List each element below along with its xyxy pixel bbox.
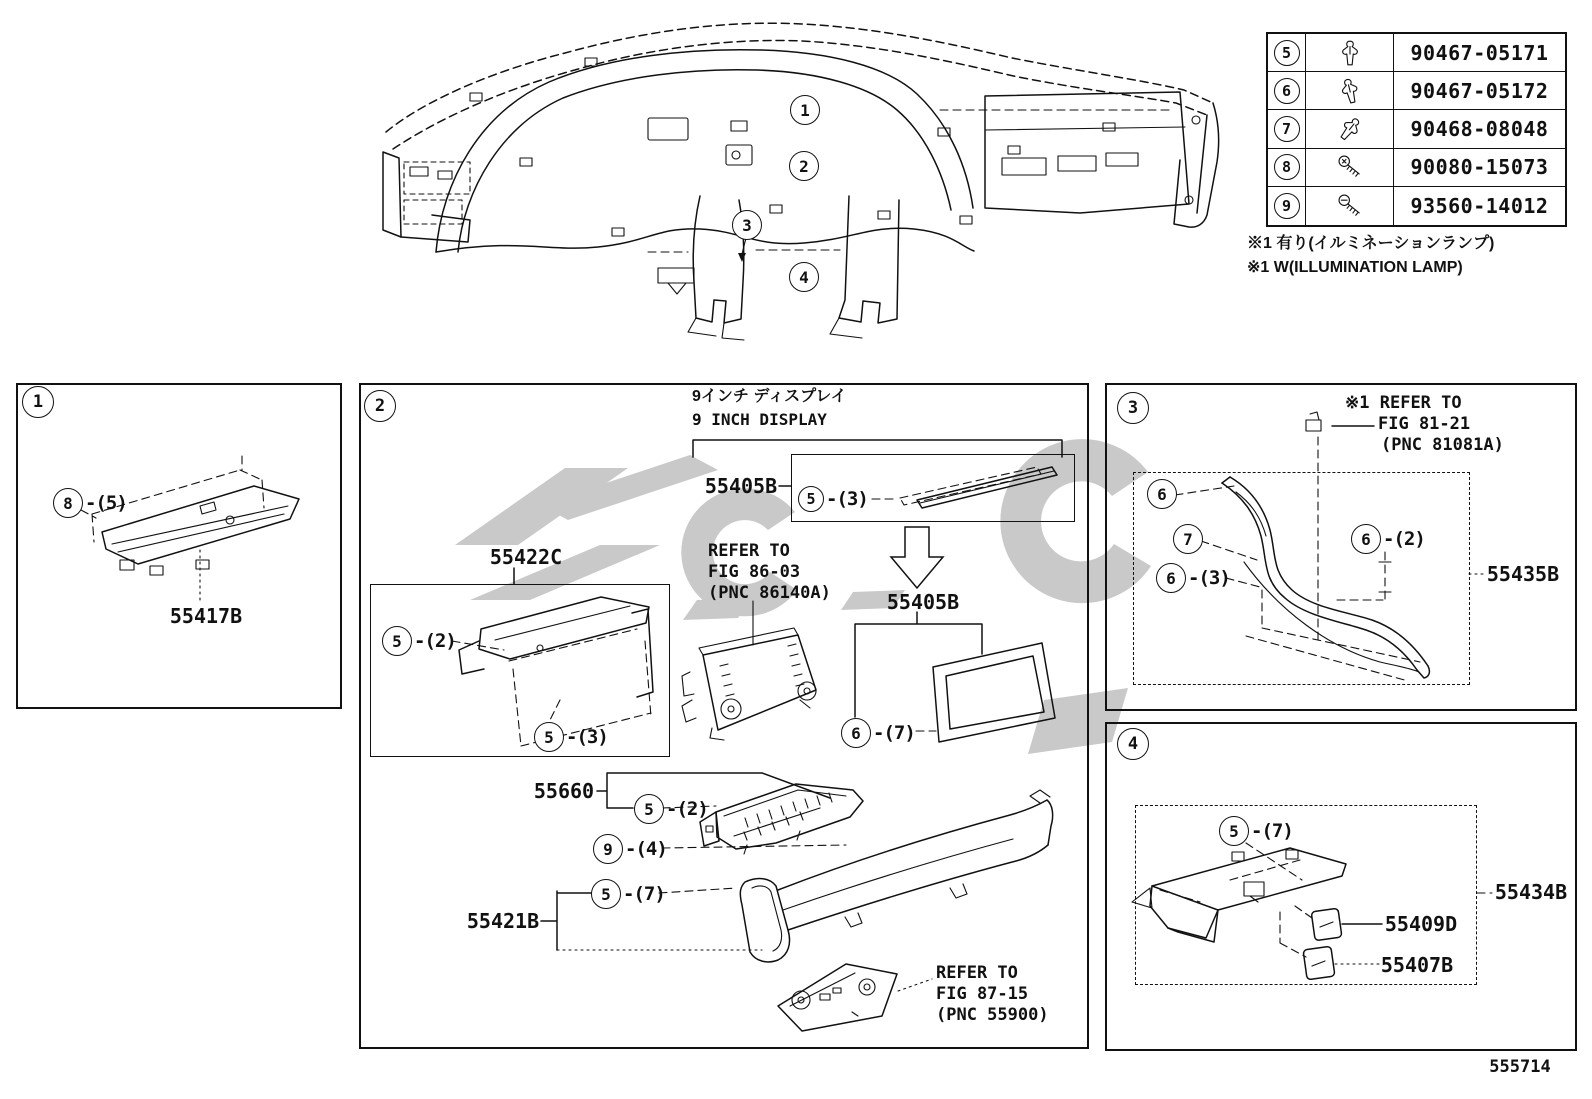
main-callout-3 [732, 210, 762, 240]
fastener-table [1266, 32, 1567, 227]
callout-circle: 6 [1147, 479, 1177, 509]
callout-circle: 9 [593, 834, 623, 864]
ref-fig-87-15 [936, 963, 1049, 1026]
callout-circle: 5 [591, 879, 621, 909]
callout-circle: 5 [382, 626, 412, 656]
ref-fig-81-21 [1345, 393, 1504, 456]
ref-line: REFER TO [708, 541, 790, 561]
part-label-55435b: 55435B [1486, 562, 1560, 586]
ref-line: REFER TO [936, 963, 1018, 983]
callout-circle: 3 [1117, 392, 1149, 424]
callout-qty: -(3) [826, 488, 868, 510]
callout-8-qty5 [53, 488, 127, 518]
section1-number [22, 386, 54, 418]
part-label-55421b: 55421B [466, 909, 540, 933]
trim-clip-icon [1306, 110, 1394, 148]
callout-5-qty3-glove [534, 722, 608, 752]
callout-circle: 4 [789, 262, 819, 292]
ref-note-mark: ※1 [1345, 393, 1370, 413]
callout-5-qty7-panel [591, 879, 665, 909]
callout-circle: 7 [1173, 524, 1203, 554]
ref-line: (PNC 81081A) [1381, 435, 1504, 455]
callout-8: 8 [1274, 154, 1300, 180]
part-number-cell: 90080-15073 [1394, 149, 1565, 187]
callout-circle: 2 [789, 151, 819, 181]
callout-qty: -(5) [85, 492, 127, 514]
part-number-cell: 90468-08048 [1394, 110, 1565, 148]
part-label-55660: 55660 [533, 779, 595, 803]
callout-9-qty4 [593, 834, 667, 864]
callout-qty: -(7) [623, 883, 665, 905]
callout-qty: -(7) [1251, 820, 1293, 842]
callout-circle: 1 [22, 386, 54, 418]
part-label-55407b: 55407B [1380, 953, 1454, 977]
callout-circle: 6 [841, 718, 871, 748]
section3-number [1117, 392, 1149, 424]
part-number-cell: 90467-05171 [1394, 34, 1565, 72]
table-callout-cell [1268, 34, 1306, 72]
callout-circle: 6 [1156, 563, 1186, 593]
section4-number [1117, 728, 1149, 760]
display-title-jp: 9インチ ディスプレイ [692, 388, 847, 405]
callout-qty: -(3) [1188, 567, 1230, 589]
instrument-panel-drawing [383, 23, 1219, 340]
callout-5-qty3-trim [798, 486, 868, 512]
section1-box [16, 383, 342, 709]
callout-qty: -(2) [414, 630, 456, 652]
callout-5-qty7-duct [1219, 816, 1293, 846]
part-number-cell: 90467-05172 [1394, 72, 1565, 110]
callout-qty: -(7) [873, 722, 915, 744]
part-label-55422c: 55422C [489, 545, 563, 569]
callout-6-qty7 [841, 718, 915, 748]
main-callout-4 [789, 262, 819, 292]
callout-circle: 4 [1117, 728, 1149, 760]
display-title-en: 9 INCH DISPLAY [692, 410, 827, 429]
ref-line: FIG 81-21 [1378, 414, 1471, 434]
table-callout-cell [1268, 72, 1306, 110]
table-callout-cell [1268, 187, 1306, 225]
callout-6-qty3 [1156, 563, 1230, 593]
callout-circle: 5 [798, 486, 824, 512]
callout-circle: 1 [790, 95, 820, 125]
callout-9: 9 [1274, 193, 1300, 219]
ref-text: REFER TO [1379, 393, 1462, 413]
callout-7: 7 [1274, 116, 1300, 142]
callout-7-plain [1173, 524, 1205, 554]
callout-circle: 5 [634, 794, 664, 824]
part-label-55405b-top: 55405B [704, 474, 778, 498]
callout-5-qty2-glove [382, 626, 456, 656]
callout-qty: -(3) [566, 726, 608, 748]
callout-circle: 5 [534, 722, 564, 752]
callout-circle: 8 [53, 488, 83, 518]
ref-line: FIG 86-03 [708, 562, 801, 582]
main-callout-1 [790, 95, 820, 125]
part-label-55434b: 55434B [1494, 880, 1568, 904]
figure-number: 555714 [1489, 1057, 1551, 1077]
main-callout-2 [789, 151, 819, 181]
section2-number [364, 390, 396, 422]
callout-6: 6 [1274, 78, 1300, 104]
screw-icon [1306, 187, 1394, 225]
callout-circle: 2 [364, 390, 396, 422]
ref-fig-86-03 [708, 541, 831, 604]
ref-line [1345, 393, 1504, 414]
callout-qty: -(4) [625, 838, 667, 860]
callout-6-qty2 [1351, 524, 1425, 554]
callout-circle: 6 [1351, 524, 1381, 554]
table-callout-cell [1268, 149, 1306, 187]
callout-6-plain [1147, 479, 1179, 509]
callout-circle: 5 [1219, 816, 1249, 846]
glove-frame-subbox [370, 584, 670, 757]
ref-line: FIG 87-15 [936, 984, 1029, 1004]
part-label-55405b-bottom: 55405B [886, 590, 960, 614]
trim-clip-icon [1306, 72, 1394, 110]
table-callout-cell [1268, 110, 1306, 148]
callout-5-qty2-vent [634, 794, 708, 824]
ref-line: (PNC 55900) [936, 1005, 1049, 1025]
note-illumination-jp: ※1 有り(イルミネーションランプ) [1247, 235, 1495, 252]
trim-clip-icon [1306, 34, 1394, 72]
callout-5: 5 [1274, 40, 1300, 66]
part-label-55417b: 55417B [169, 604, 243, 628]
callout-circle: 3 [732, 210, 762, 240]
part-label-55409d: 55409D [1384, 912, 1458, 936]
callout-qty: -(2) [666, 798, 708, 820]
screw-icon [1306, 149, 1394, 187]
callout-qty: -(2) [1383, 528, 1425, 550]
note-illumination-en: ※1 W(ILLUMINATION LAMP) [1247, 259, 1463, 276]
part-number-cell: 93560-14012 [1410, 193, 1549, 218]
ref-line: (PNC 86140A) [708, 583, 831, 603]
